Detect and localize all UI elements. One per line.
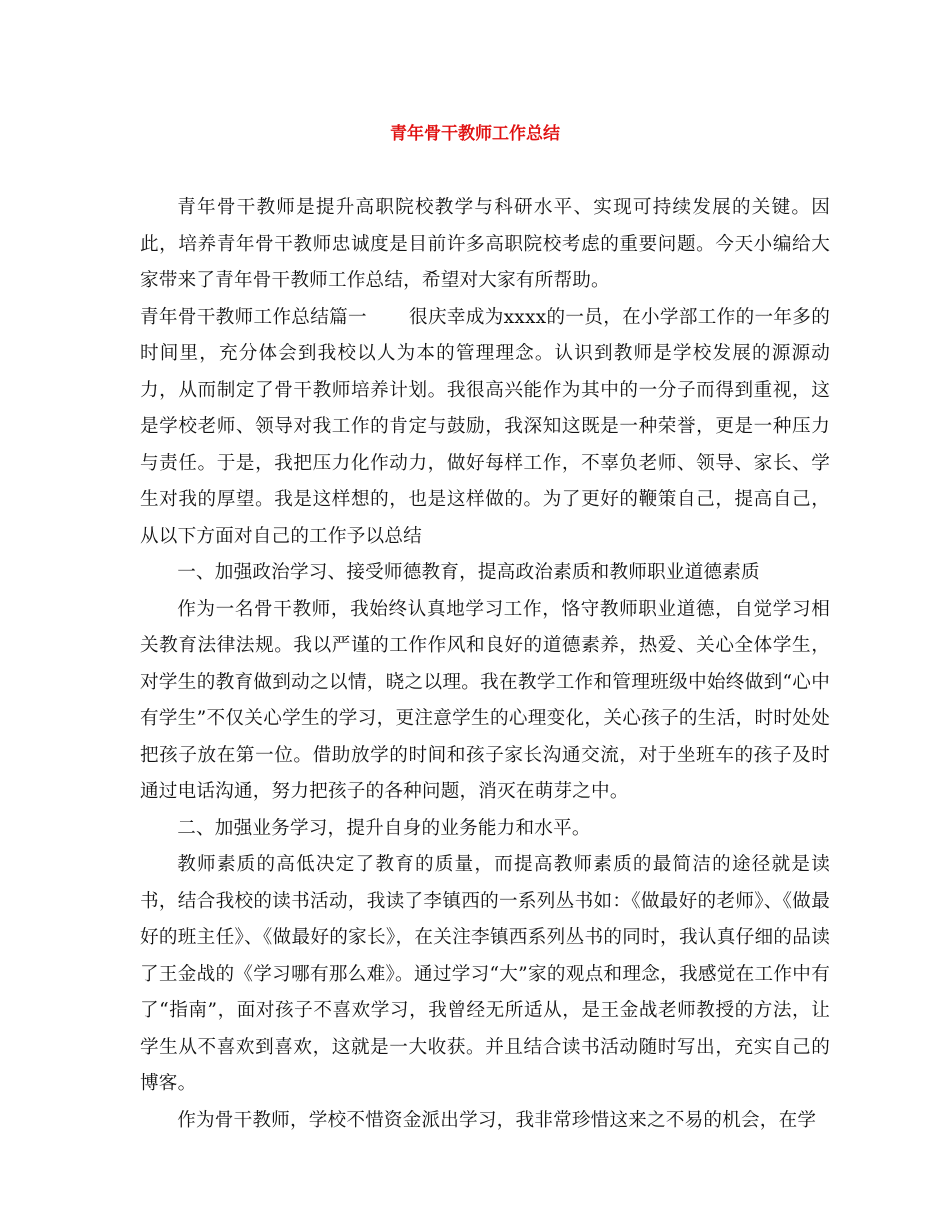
section-heading: 青年骨干教师工作总结篇一 bbox=[140, 306, 367, 328]
subheading-one: 一、加强政治学习、接受师德教育，提高政治素质和教师职业道德素质 bbox=[177, 562, 760, 583]
section-paragraph bbox=[140, 300, 830, 556]
body-paragraph-politics: 作为一名骨干教师，我始终认真地学习工作，恪守教师职业道德，自觉学习相关教育法律法规。我以严谨的工作作风和良好的道德素养，热爱、关心全体学生，对学生的教育做到动之以情，晓之以理。我在教学工作和管理班级中始终做到“心中有学生”不仅关心学生的学习，更注意学生的心理变化，关心孩子的生活，时时处处把孩子放在第一位。借助放学的时间和孩子家长沟通交流，对于坐班车的孩子及时通过电话沟通，努力把孩子的各种问题，消灭在萌芽之中。 bbox=[140, 598, 830, 802]
intro-paragraph: 青年骨干教师是提升高职院校教学与科研水平、实现可持续发展的关键。因此，培养青年骨干教师忠诚度是目前许多高职院校考虑的重要问题。今天小编给大家带来了青年骨干教师工作总结，希望对大家有所帮助。 bbox=[140, 197, 830, 291]
body-paragraph-reading: 教师素质的高低决定了教育的质量，而提高教师素质的最简洁的途径就是读书，结合我校的读书活动，我读了李镇西的一系列丛书如：《做最好的老师》、《做最好的班主任》、《做最好的家长》，在关注李镇西系列丛书的同时，我认真仔细的品读了王金战的《学习哪有那么难》。通过学习“大”家的观点和理念，我感觉在工作中有了“指南”，面对孩子不喜欢学习，我曾经无所适从，是王金战老师教授的方法，让学生从不喜欢到喜欢，这就是一大收获。并且结合读书活动随时写出，充实自己的博客。 bbox=[140, 854, 830, 1094]
document-title: 青年骨干教师工作总结 bbox=[390, 124, 560, 144]
section-opening-text: 很庆幸成为xxxx的一员，在小学部工作的一年多的时间里，充分体会到我校以人为本的管理理念。认识到教师是学校发展的源源动力，从而制定了骨干教师培养计划。我很高兴能作为其中的一分子而得到重视，这是学校老师、领导对我工作的肯定与鼓励，我深知这既是一种荣誉，更是一种压力与责任。于是，我把压力化作动力，做好每样工作，不辜负老师、领导、家长、学生对我的厚望。我是这样想的，也是这样做的。为了更好的鞭策自己，提高自己，从以下方面对自己的工作予以总结 bbox=[140, 306, 831, 547]
document-body bbox=[140, 190, 830, 1139]
subheading-two: 二、加强业务学习，提升自身的业务能力和水平。 bbox=[177, 817, 591, 839]
body-paragraph-training: 作为骨干教师，学校不惜资金派出学习，我非常珍惜这来之不易的机会，在学 bbox=[177, 1109, 817, 1131]
